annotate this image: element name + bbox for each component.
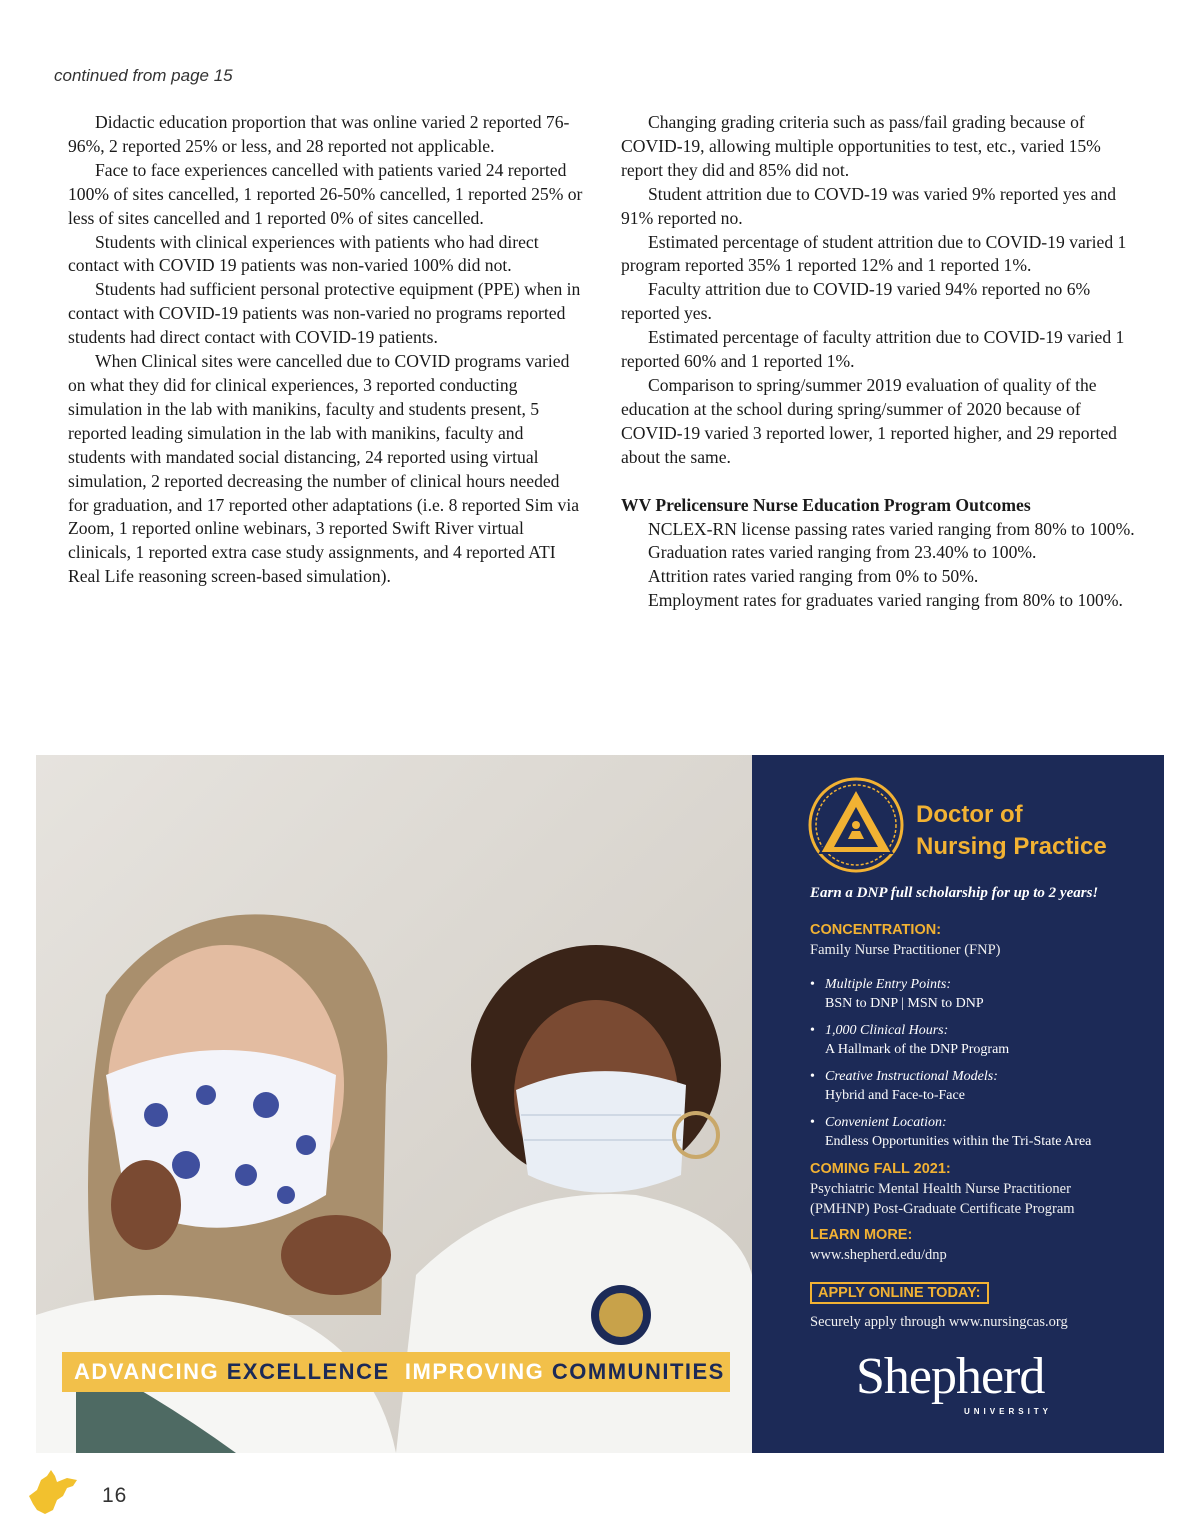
learn-more-link[interactable]: www.shepherd.edu/dnp	[810, 1247, 947, 1263]
feature-text: A Hallmark of the DNP Program	[825, 1042, 1010, 1057]
paragraph: Attrition rates varied ranging from 0% to 50%.	[648, 566, 979, 587]
title-line: Doctor of	[916, 801, 1023, 828]
coming-line: Psychiatric Mental Health Nurse Practitioner	[810, 1181, 1071, 1197]
slogan-word: EXCELLENCE	[226, 1359, 390, 1384]
paragraph: Estimated percentage of faculty attrition due to COVID-19 varied 1 reported 60% and 1 reported 1%.	[621, 327, 1125, 372]
outcomes-heading: WV Prelicensure Nurse Education Program Outcomes	[621, 494, 1031, 515]
paragraph: Student attrition due to COVD-19 was varied 9% reported yes and 91% reported no.	[621, 183, 1117, 228]
slogan-word: IMPROVING	[404, 1359, 545, 1384]
slogan-word: ADVANCING	[74, 1359, 220, 1384]
slogan-word: COMMUNITIES	[551, 1359, 725, 1384]
continued-note: continued from page 15	[54, 66, 233, 85]
photo-illustration	[36, 755, 752, 1453]
shepherd-logo-subtitle: UNIVERSITY	[964, 1407, 1053, 1416]
feature-text: Endless Opportunities within the Tri-State Area	[825, 1134, 1092, 1149]
right-column	[621, 111, 1143, 613]
feature-text: BSN to DNP | MSN to DNP	[825, 996, 984, 1011]
shepherd-advertisement	[36, 755, 1164, 1453]
feature-label: Creative Instructional Models	[825, 1069, 994, 1084]
paragraph: Graduation rates varied ranging from 23.40% to 100%.	[648, 542, 1037, 563]
paragraph: Estimated percentage of student attrition due to COVID-19 varied 1 program reported 35% 1 reported 12% and 1 reported 1%.	[621, 231, 1127, 276]
concentration-label: CONCENTRATION:	[810, 922, 942, 938]
concentration-value: Family Nurse Practitioner (FNP)	[810, 942, 1001, 958]
coming-text	[810, 1179, 1075, 1219]
nurses-photo	[36, 755, 752, 1453]
list-item: • Convenient Location: Endless Opportunities within the Tri-State Area	[810, 1113, 1150, 1151]
list-item: • 1,000 Clinical Hours: A Hallmark of the DNP Program	[810, 1021, 1150, 1059]
title-line: Nursing Practice	[916, 833, 1107, 860]
list-item: • Multiple Entry Points: BSN to DNP | MSN to DNP	[810, 975, 1150, 1013]
paragraph: Students with clinical experiences with patients who had direct contact with COVID 19 patients was non-varied 100% did not.	[68, 231, 539, 276]
paragraph: When Clinical sites were cancelled due to COVID programs varied on what they did for clinical experiences, 3 reported conducting simulation in the lab with manikins, faculty and students present, 5 reported leading simulation in the lab with manikins, faculty and students with mandated social distancing, 24 reported using virtual simulation, 2 reported decreasing the number of clinical hours needed for graduation, and 17 reported other adaptations (i.e. 8 reported Sim via Zoom, 1 reported online webinars, 3 reported Swift River virtual clinicals, 1 reported extra case study assignments, and 4 reported ATI Real Life reasoning screen-based simulation).	[68, 351, 580, 587]
paragraph: Faculty attrition due to COVID-19 varied 94% reported no 6% reported yes.	[621, 279, 1091, 324]
page-number: 16	[102, 1484, 128, 1507]
west-virginia-state-icon	[27, 1466, 79, 1518]
learn-more-label: LEARN MORE:	[810, 1227, 913, 1243]
feature-label: 1,000 Clinical Hours	[825, 1023, 944, 1038]
university-seal-icon	[808, 777, 904, 873]
paragraph: Changing grading criteria such as pass/fail grading because of COVID-19, allowing multiple opportunities to test, etc., varied 15% report they did and 85% did not.	[621, 112, 1101, 180]
paragraph: Employment rates for graduates varied ranging from 80% to 100%.	[648, 590, 1123, 611]
coming-label: COMING FALL 2021:	[810, 1161, 951, 1177]
program-title	[916, 799, 1107, 863]
paragraph: Didactic education proportion that was online varied 2 reported 76-96%, 2 reported 25% or less, and 28 reported not applicable.	[68, 112, 570, 156]
slogan-banner	[62, 1352, 730, 1392]
feature-label: Convenient Location	[825, 1115, 943, 1130]
paragraph: Face to face experiences cancelled with patients varied 24 reported 100% of sites cancelled, 1 reported 26-50% cancelled, 1 reported 25% or less of sites cancelled and 1 reported 0% of sites cancelled.	[68, 159, 583, 228]
coming-line: (PMHNP) Post-Graduate Certificate Program	[810, 1201, 1075, 1217]
paragraph: NCLEX-RN license passing rates varied ranging from 80% to 100%.	[648, 518, 1135, 539]
shepherd-logo: Shepherd	[856, 1348, 1045, 1405]
left-column	[68, 111, 584, 589]
feature-label: Multiple Entry Points	[825, 977, 947, 992]
apply-text: Securely apply through www.nursingcas.org	[810, 1314, 1068, 1330]
info-panel	[752, 755, 1164, 1453]
apply-online-button[interactable]: APPLY ONLINE TODAY:	[810, 1282, 989, 1304]
paragraph: Students had sufficient personal protective equipment (PPE) when in contact with COVID-19 patients was non-varied no programs reported students had direct contact with COVID-19 patients.	[68, 279, 581, 348]
scholarship-tagline: Earn a DNP full scholarship for up to 2 years!	[810, 885, 1099, 901]
paragraph: Comparison to spring/summer 2019 evaluation of quality of the education at the school during spring/summer of 2020 because of COVID-19 varied 3 reported lower, 1 reported higher, and 29 reported about the same.	[621, 374, 1117, 467]
list-item: • Creative Instructional Models: Hybrid and Face-to-Face	[810, 1067, 1150, 1105]
feature-list	[810, 975, 1150, 1159]
feature-text: Hybrid and Face-to-Face	[825, 1088, 965, 1103]
